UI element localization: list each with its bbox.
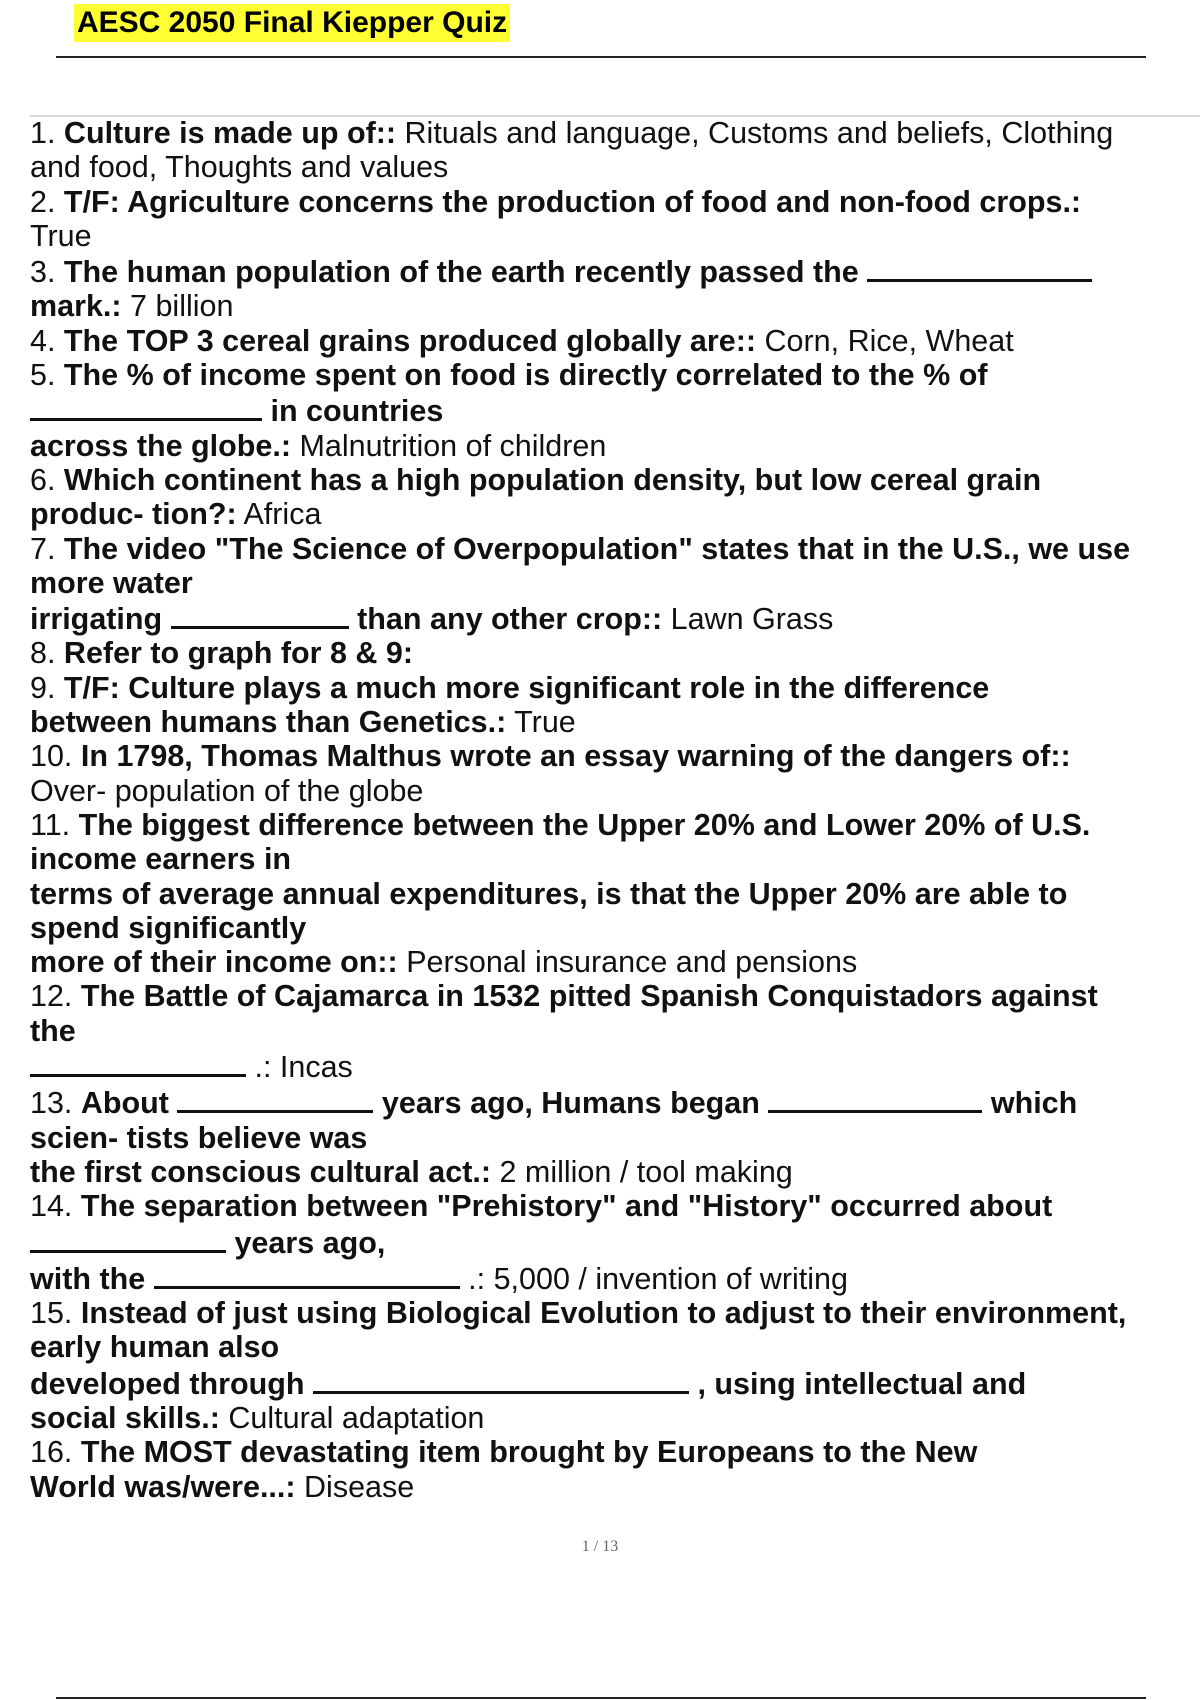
- answer-blank: [30, 1224, 226, 1253]
- answer-text: 7 billion: [121, 289, 234, 324]
- question-text: The % of income spent on food is directly correlated to the % of: [63, 358, 988, 393]
- question-text: Instead of just using Biological Evolution to adjust to their environment,: [80, 1296, 1127, 1331]
- answer-text: 6.: [30, 462, 64, 497]
- answer-text: 12.: [30, 979, 81, 1014]
- quiz-line: [30, 911, 1200, 945]
- quiz-line: [30, 324, 1200, 358]
- quiz-line: [30, 739, 1200, 773]
- quiz-line: [30, 842, 1200, 876]
- answer-text: Rituals and language, Customs and beliefs, Clothing: [396, 116, 1114, 150]
- quiz-line: [30, 1084, 1200, 1120]
- question-text: produc- tion?:: [30, 497, 237, 532]
- question-text: social skills.:: [30, 1400, 220, 1435]
- question-text: Which continent has a high population density, but low cereal grain: [63, 462, 1042, 497]
- answer-text: Africa: [236, 497, 322, 532]
- question-text: with the: [30, 1261, 154, 1296]
- answer-text: 2.: [30, 184, 64, 219]
- quiz-line: [30, 600, 1200, 636]
- quiz-line: [30, 289, 1200, 323]
- quiz-line: [30, 463, 1200, 497]
- answer-blank: [171, 600, 349, 629]
- answer-text: and food, Thoughts and values: [30, 150, 449, 185]
- question-text: The Battle of Cajamarca in 1532 pitted Spanish Conquistadors against: [80, 979, 1098, 1014]
- answer-text: 4.: [30, 323, 64, 358]
- answer-text: Disease: [295, 1469, 415, 1504]
- question-text: T/F: Agriculture concerns the production of food and non-food crops.:: [63, 184, 1082, 219]
- question-text: mark.:: [30, 289, 122, 324]
- quiz-line: [30, 1260, 1200, 1296]
- question-text: between humans than Genetics.:: [30, 705, 507, 740]
- answer-text: 9.: [30, 670, 64, 705]
- quiz-line: [30, 1014, 1200, 1048]
- question-text: more of their income on::: [30, 945, 398, 980]
- quiz-line: [30, 671, 1200, 705]
- quiz-line: [30, 705, 1200, 739]
- question-text: irrigating: [30, 602, 171, 637]
- answer-text: Lawn Grass: [662, 602, 834, 637]
- quiz-line: [30, 1121, 1200, 1155]
- question-text: the first conscious cultural act.:: [30, 1154, 491, 1189]
- title-wrap: [74, 4, 510, 42]
- question-text: years ago, Humans began: [373, 1086, 769, 1121]
- quiz-line: [30, 116, 1200, 150]
- answer-text: Corn, Rice, Wheat: [756, 323, 1014, 358]
- document-title: AESC 2050 Final Kiepper Quiz: [74, 4, 510, 42]
- question-text: Refer to graph for 8 & 9:: [63, 636, 414, 671]
- quiz-content: [30, 116, 1200, 1504]
- question-text: spend significantly: [30, 910, 307, 945]
- question-text: more water: [30, 565, 193, 600]
- quiz-line: [30, 945, 1200, 979]
- answer-text: 15.: [30, 1296, 81, 1331]
- quiz-line: [30, 429, 1200, 463]
- answer-text: True: [506, 705, 576, 740]
- question-text: than any other crop::: [348, 602, 663, 637]
- answer-blank: [867, 253, 1092, 282]
- question-text: The TOP 3 cereal grains produced globally are::: [63, 323, 757, 358]
- answer-text: 11.: [30, 807, 79, 842]
- quiz-line: [30, 774, 1200, 808]
- quiz-line: [30, 1470, 1200, 1504]
- question-text: T/F: Culture plays a much more significant role in the difference: [63, 670, 990, 705]
- quiz-line: [30, 1365, 1200, 1401]
- answer-blank: [30, 392, 262, 421]
- answer-text: 5.: [30, 358, 64, 393]
- answer-text: .: 5,000 / invention of writing: [459, 1261, 848, 1296]
- answer-blank: [30, 1048, 246, 1077]
- quiz-line: [30, 150, 1200, 184]
- question-text: In 1798, Thomas Malthus wrote an essay warning of the dangers of::: [80, 739, 1071, 774]
- quiz-line: [30, 1189, 1200, 1223]
- answer-text: Personal insurance and pensions: [397, 945, 858, 980]
- answer-text: 2 million / tool making: [491, 1154, 793, 1189]
- quiz-line: [30, 1330, 1200, 1364]
- question-text: in countries: [262, 394, 444, 429]
- question-text: About: [80, 1086, 178, 1121]
- answer-text: Malnutrition of children: [291, 428, 607, 463]
- quiz-line: [30, 1048, 1200, 1084]
- page-number: 1 / 13: [581, 1538, 619, 1555]
- answer-text: 14.: [30, 1189, 81, 1224]
- answer-text: 8.: [30, 636, 64, 671]
- question-text: The video "The Science of Overpopulation" states that in the U.S., we use: [63, 531, 1131, 566]
- quiz-line: [30, 1296, 1200, 1330]
- answer-text: .: Incas: [246, 1050, 353, 1085]
- quiz-line: [30, 636, 1200, 670]
- quiz-line: [30, 392, 1200, 428]
- quiz-line: [30, 1401, 1200, 1435]
- quiz-line: [30, 219, 1200, 253]
- answer-text: 13.: [30, 1086, 81, 1121]
- answer-text: 7.: [30, 531, 64, 566]
- answer-text: True: [30, 218, 92, 253]
- answer-blank: [768, 1084, 982, 1113]
- question-text: the: [30, 1013, 76, 1048]
- quiz-line: [30, 1155, 1200, 1189]
- question-text: years ago,: [226, 1225, 386, 1260]
- answer-text: 1.: [30, 116, 64, 150]
- question-text: The biggest difference between the Upper 20% and Lower 20% of U.S.: [78, 807, 1091, 842]
- quiz-line: [30, 566, 1200, 600]
- quiz-line: [30, 532, 1200, 566]
- answer-text: 10.: [30, 739, 81, 774]
- quiz-line: [30, 808, 1200, 842]
- quiz-line: [30, 979, 1200, 1013]
- footer-rule: [56, 1697, 1146, 1699]
- quiz-line: [30, 1224, 1200, 1260]
- answer-blank: [177, 1084, 373, 1113]
- question-text: World was/were...:: [30, 1469, 296, 1504]
- question-text: Culture is made up of::: [63, 116, 397, 150]
- question-text: The human population of the earth recently passed the: [63, 255, 868, 290]
- question-text: which: [982, 1086, 1078, 1121]
- question-text: developed through: [30, 1366, 313, 1401]
- question-text: early human also: [30, 1330, 280, 1365]
- question-text: across the globe.:: [30, 428, 292, 463]
- question-text: income earners in: [30, 842, 292, 877]
- question-text: The separation between "Prehistory" and "History" occurred about: [80, 1189, 1053, 1224]
- question-text: terms of average annual expenditures, is that the Upper 20% are able to: [30, 876, 1068, 911]
- quiz-line: [30, 358, 1200, 392]
- answer-blank: [313, 1365, 689, 1394]
- quiz-line: [30, 1435, 1200, 1469]
- header-rule: [56, 56, 1146, 58]
- quiz-line: [30, 497, 1200, 531]
- quiz-line: [30, 253, 1200, 289]
- quiz-line: [30, 877, 1200, 911]
- question-text: The MOST devastating item brought by Europeans to the New: [80, 1435, 978, 1470]
- question-text: scien- tists believe was: [30, 1120, 368, 1155]
- answer-text: Over- population of the globe: [30, 773, 424, 808]
- answer-text: 3.: [30, 255, 64, 290]
- answer-blank: [154, 1260, 460, 1289]
- quiz-line: [30, 185, 1200, 219]
- question-text: , using intellectual and: [688, 1366, 1027, 1401]
- answer-text: 16.: [30, 1435, 81, 1470]
- answer-text: Cultural adaptation: [219, 1400, 485, 1435]
